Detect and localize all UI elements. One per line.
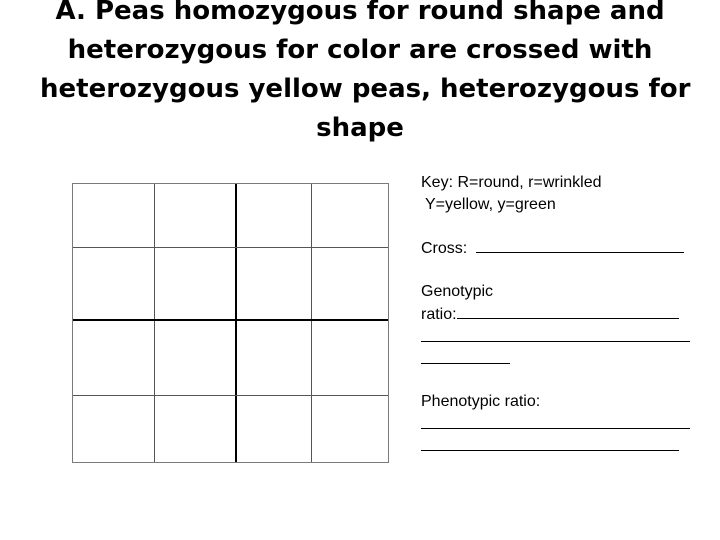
grid-vertical-divider [235,184,237,462]
grid-vertical-line [311,184,312,462]
phenotypic-answer-line-1[interactable] [421,413,690,429]
genotypic-label-line-1: Genotypic [421,283,494,300]
grid-vertical-line [154,184,155,462]
title-line-3: heterozygous yellow peas, heterozygous for [40,74,691,104]
worksheet-title [40,0,691,148]
cross-answer-line[interactable] [476,237,684,253]
answer-panel [421,172,701,457]
genotypic-answer-row-2 [421,326,701,348]
title-line-1: A. Peas homozygous for round shape and [55,0,665,26]
phenotypic-label: Phenotypic ratio: [421,393,541,410]
title-line-4: shape [316,113,404,143]
key-line-1: Key: R=round, r=wrinkled [421,174,602,191]
phenotypic-answer-line-2[interactable] [421,435,679,451]
phenotypic-answer-row-1 [421,413,701,435]
phenotypic-answer-row-2 [421,435,701,457]
genotypic-row [421,303,701,326]
genotypic-answer-row-3 [421,348,701,370]
cross-label: Cross: [421,240,468,257]
genotypic-label-line-2: ratio: [421,306,457,323]
punnett-square-grid[interactable] [72,183,389,463]
key-line-2: Y=yellow, y=green [425,196,556,213]
genotypic-answer-line-3[interactable] [421,348,510,364]
title-line-2: heterozygous for color are crossed with [67,35,653,65]
grid-horizontal-divider [73,319,388,321]
grid-horizontal-line [73,247,388,248]
genotypic-answer-line-2[interactable] [421,326,690,342]
genotypic-answer-line-1[interactable] [457,303,679,319]
grid-horizontal-line [73,395,388,396]
cross-row [421,237,701,260]
